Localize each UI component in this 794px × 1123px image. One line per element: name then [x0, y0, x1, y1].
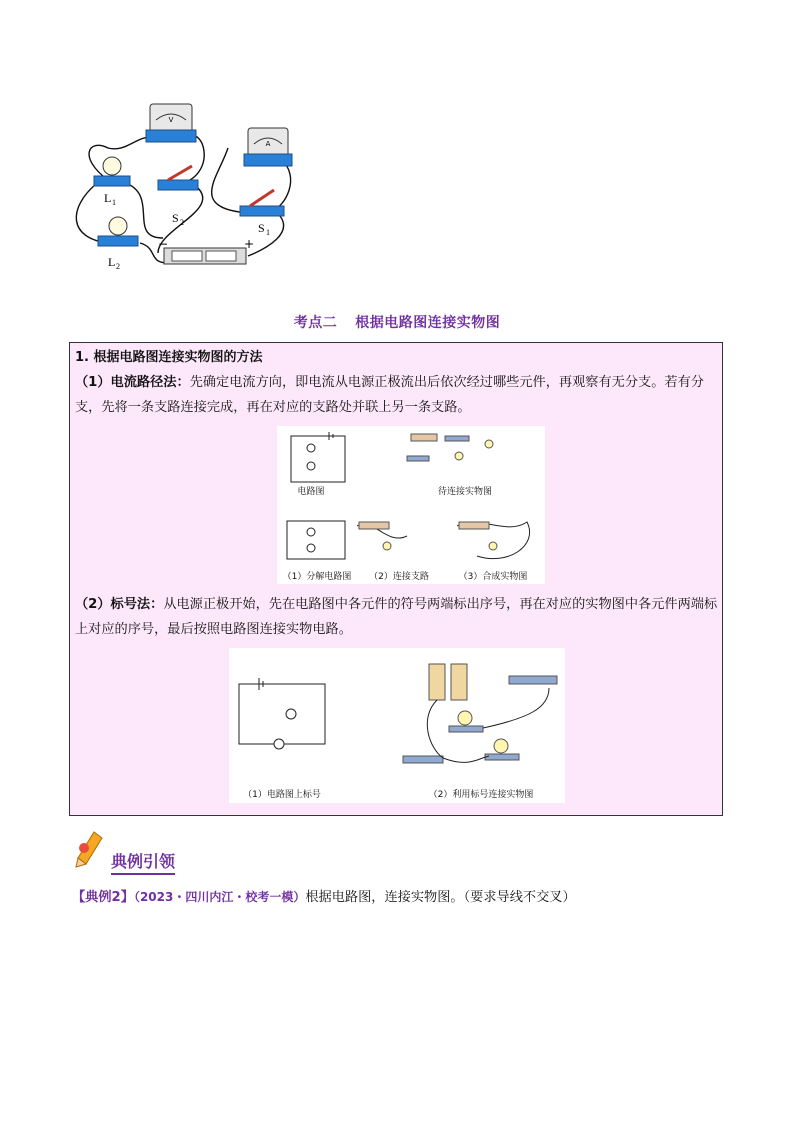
label-method-figure — [229, 648, 565, 803]
minus-sign: − — [158, 237, 169, 251]
example-text: 根据电路图，连接实物图。（要求导线不交叉） — [305, 890, 576, 905]
method-paragraph-2 — [75, 592, 720, 642]
caption-to-connect: 待连接实物图 — [437, 487, 493, 497]
example-line — [72, 886, 576, 905]
method-1-label: （1）电流路径法： — [75, 375, 190, 390]
ammeter-label: A — [265, 140, 271, 148]
method-box — [69, 342, 723, 816]
example-source: （2023・四川内江・校考一模） — [133, 890, 306, 904]
method-2-label: （2）标号法： — [75, 597, 164, 612]
method-paragraph-1 — [75, 370, 720, 420]
method-2-text: 从电源正极开始，先在电路图中各元件的符号两端标出序号，再在对应的实物图中各元件两端标上对应的序号，最后按照电路图连接实物电路。 — [75, 597, 718, 637]
S1-sub: 1 — [266, 228, 270, 237]
caption-step2: （2）连接支路 — [369, 572, 429, 582]
method-heading: 1. 根据电路图连接实物图的方法 — [75, 350, 263, 365]
example-header: 典例引领 — [111, 849, 175, 875]
method-1-text: 先确定电流方向，即电流从电源正极流出后依次经过哪些元件，再观察有无分支。若有分支，先将一条支路连接完成，再在对应的支路处并联上另一条支路。 — [75, 375, 704, 415]
section-title-text: 根据电路图连接实物图 — [355, 315, 501, 331]
L1-sub: 1 — [112, 198, 116, 207]
L2-label: L — [108, 255, 116, 269]
S2-sub: 2 — [180, 218, 184, 227]
plus-sign: + — [244, 237, 255, 251]
caption-step1: （1）分解电路图 — [282, 572, 352, 582]
S2-label: S — [172, 211, 179, 225]
caption-right: （2）利用标号连接实物图 — [428, 790, 534, 800]
pencil-icon — [72, 828, 106, 868]
L2-sub: 2 — [116, 262, 120, 271]
current-path-figure — [277, 426, 545, 584]
top-circuit-illustration — [68, 98, 300, 278]
caption-left: （1）电路图上标号 — [243, 790, 321, 800]
caption-step3: （3）合成实物图 — [458, 572, 528, 582]
caption-circuit: 电路图 — [297, 487, 325, 497]
section-number: 考点二 — [293, 315, 338, 331]
L1-label: L — [104, 191, 112, 205]
section-title — [0, 312, 794, 332]
voltmeter-label: V — [168, 116, 174, 124]
example-tag: 【典例2】 — [72, 890, 134, 905]
S1-label: S — [258, 221, 265, 235]
